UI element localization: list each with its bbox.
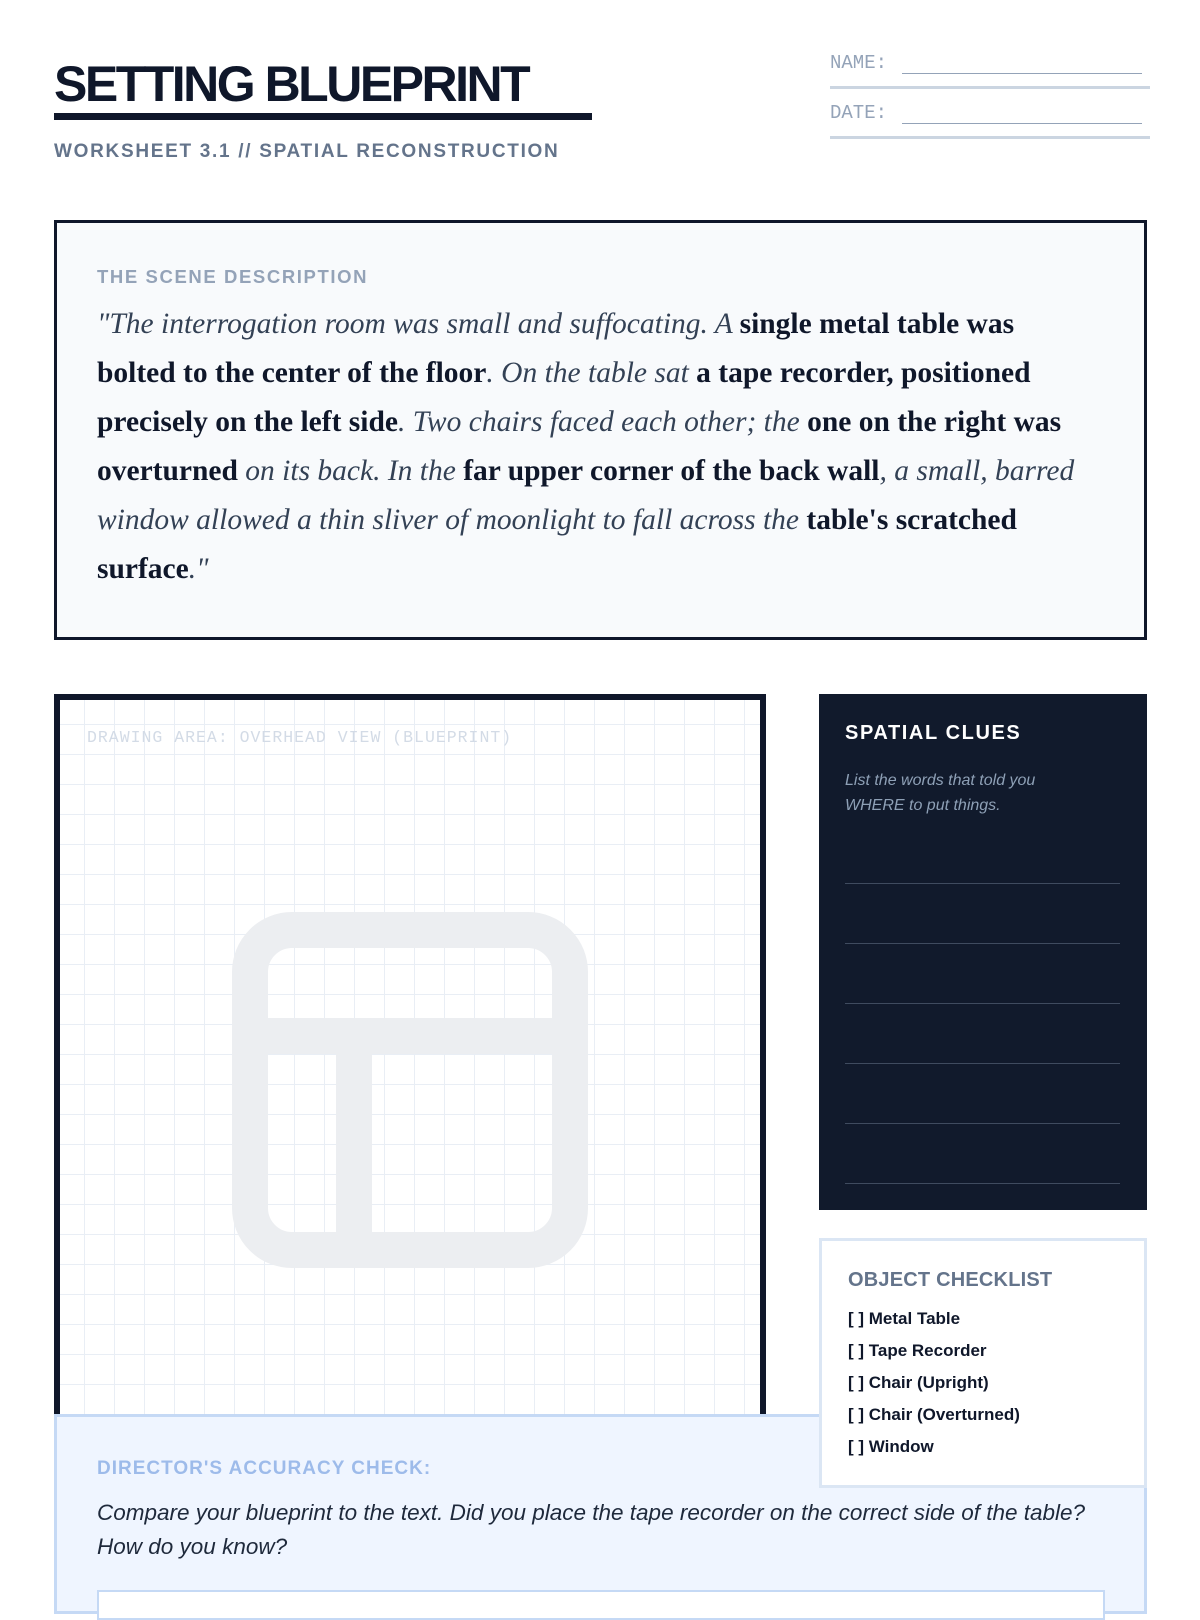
scene-description-text: [97, 300, 1097, 594]
checklist-item[interactable]: [ ] Chair (Upright): [848, 1373, 989, 1392]
clue-write-line[interactable]: [845, 1123, 1120, 1124]
scene-spatial-clue: table's scratched surface: [97, 504, 1017, 585]
scene-text-segment: .": [188, 553, 209, 585]
checklist-item[interactable]: [ ] Chair (Overturned): [848, 1405, 1020, 1424]
scene-text-segment: . On the table sat: [486, 357, 697, 389]
date-divider: [830, 136, 1150, 139]
director-check-label: DIRECTOR'S ACCURACY CHECK:: [97, 1458, 432, 1479]
scene-text-segment: . Two chairs faced each other; the: [397, 406, 808, 438]
title-underline: [54, 113, 592, 120]
scene-spatial-clue: one on the right was overturned: [97, 406, 1062, 487]
scene-spatial-clue: single metal table was bolted to the center of the floor: [97, 308, 1015, 389]
scene-spatial-clue: far upper corner of the back wall: [463, 455, 880, 487]
scene-description-label: THE SCENE DESCRIPTION: [97, 266, 369, 287]
name-label: NAME:: [830, 52, 888, 74]
scene-spatial-clue: a tape recorder, positioned precisely on the left side: [97, 357, 1031, 438]
layout-icon: [232, 912, 588, 1268]
name-divider: [830, 86, 1150, 89]
scene-text-segment: , a small, barred window allowed a thin sliver of moonlight to fall across the: [97, 455, 1075, 536]
spatial-clues-hint: List the words that told you WHERE to put things.: [845, 772, 1036, 814]
clue-write-line[interactable]: [845, 1063, 1120, 1064]
clue-write-line[interactable]: [845, 1183, 1120, 1184]
page-title: SETTING BLUEPRINT: [54, 56, 529, 112]
checklist-item[interactable]: [ ] Window: [848, 1437, 934, 1456]
director-check-question: Compare your blueprint to the text. Did you place the tape recorder on the correct side of the table? How do you know?: [97, 1500, 1086, 1559]
spatial-clues-title: SPATIAL CLUES: [845, 722, 1022, 744]
clue-write-line[interactable]: [845, 943, 1120, 944]
drawing-area-label: DRAWING AREA: OVERHEAD VIEW (BLUEPRINT): [87, 728, 513, 747]
clue-write-line[interactable]: [845, 883, 1120, 884]
date-label: DATE:: [830, 102, 888, 124]
clue-write-line[interactable]: [845, 1003, 1120, 1004]
date-field[interactable]: [902, 123, 1142, 124]
checklist-item[interactable]: [ ] Metal Table: [848, 1309, 961, 1328]
scene-text-segment: on its back. In the: [237, 455, 464, 487]
object-checklist-title: OBJECT CHECKLIST: [848, 1269, 1053, 1291]
name-field[interactable]: [902, 73, 1142, 74]
checklist-item[interactable]: [ ] Tape Recorder: [848, 1341, 987, 1360]
page-subtitle: WORKSHEET 3.1 // SPATIAL RECONSTRUCTION: [54, 141, 560, 162]
scene-text-segment: "The interrogation room was small and suffocating. A: [97, 308, 740, 340]
director-answer-field[interactable]: [97, 1590, 1105, 1620]
